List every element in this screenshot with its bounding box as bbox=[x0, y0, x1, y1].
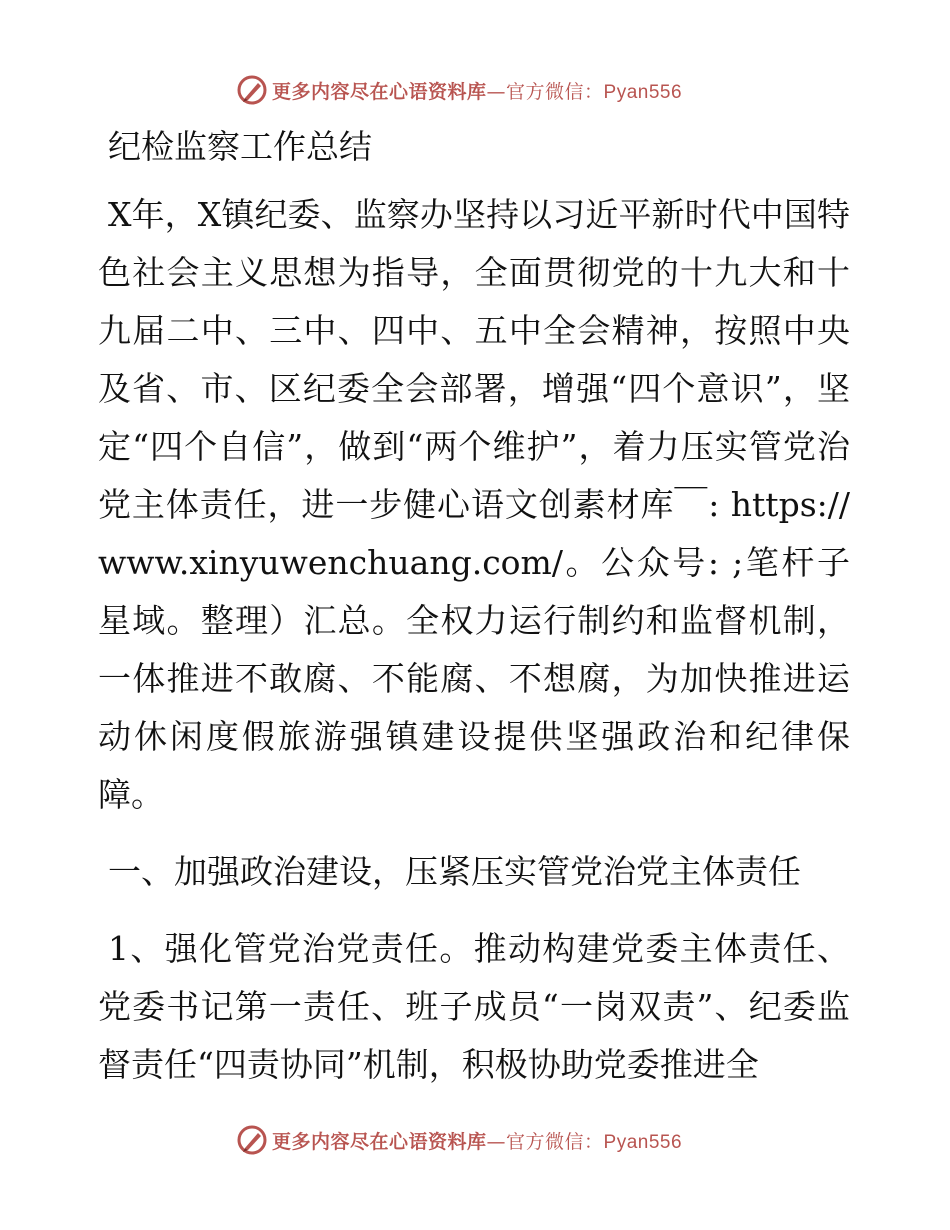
paragraph-section-1 bbox=[98, 920, 850, 1094]
watermark-header bbox=[236, 72, 682, 108]
watermark-separator: — bbox=[486, 80, 507, 103]
watermark-text bbox=[272, 1127, 682, 1154]
document-body bbox=[98, 122, 850, 1094]
paragraph-intro-text: X年，X镇纪委、监察办坚持以习近平新时代中国特色社会主义思想为指导，全面贯彻党的十九大和十九届二中、三中、四中、五中全会精神，按照中央及省、市、区纪委全会部署，增强“四个意识”，坚定“四个自信”，做到“两个维护”，着力压实管党治党主体责任，进一步健心语文创素材库￣: https://www.xinyuwenchuang.com/。公众号: ;笔杆子星域。整理）汇总。全权力运行制约和监督机制，一体推进不敢腐、不能腐、不想腐，为加快推进运动休闲度假旅游强镇建设提供坚强政治和纪律保障。 bbox=[98, 195, 850, 814]
watermark-brand: 更多内容尽在心语资料库 bbox=[272, 80, 487, 103]
watermark-official-label: 官方微信： bbox=[506, 80, 604, 103]
paragraph-section-1-text: 1、强化管党治党责任。推动构建党委主体责任、党委书记第一责任、班子成员“一岗双责”、纪委监督责任“四责协同”机制，积极协助党委推进全 bbox=[98, 929, 850, 1084]
document-title: 纪检监察工作总结 bbox=[108, 127, 372, 166]
paragraph-intro bbox=[98, 186, 850, 824]
watermark-wechat-id: Pyan556 bbox=[603, 1131, 683, 1153]
watermark-footer bbox=[236, 1122, 682, 1158]
watermark-wechat-id: Pyan556 bbox=[603, 81, 683, 103]
watermark-separator: — bbox=[486, 1130, 507, 1153]
watermark-text bbox=[272, 77, 682, 104]
watermark-brand: 更多内容尽在心语资料库 bbox=[272, 1130, 487, 1153]
section-heading-1: 一、加强政治建设，压紧压实管党治党主体责任 bbox=[108, 852, 801, 891]
pen-logo-icon bbox=[236, 74, 268, 106]
watermark-official-label: 官方微信： bbox=[506, 1130, 604, 1153]
pen-logo-icon bbox=[236, 1124, 268, 1156]
